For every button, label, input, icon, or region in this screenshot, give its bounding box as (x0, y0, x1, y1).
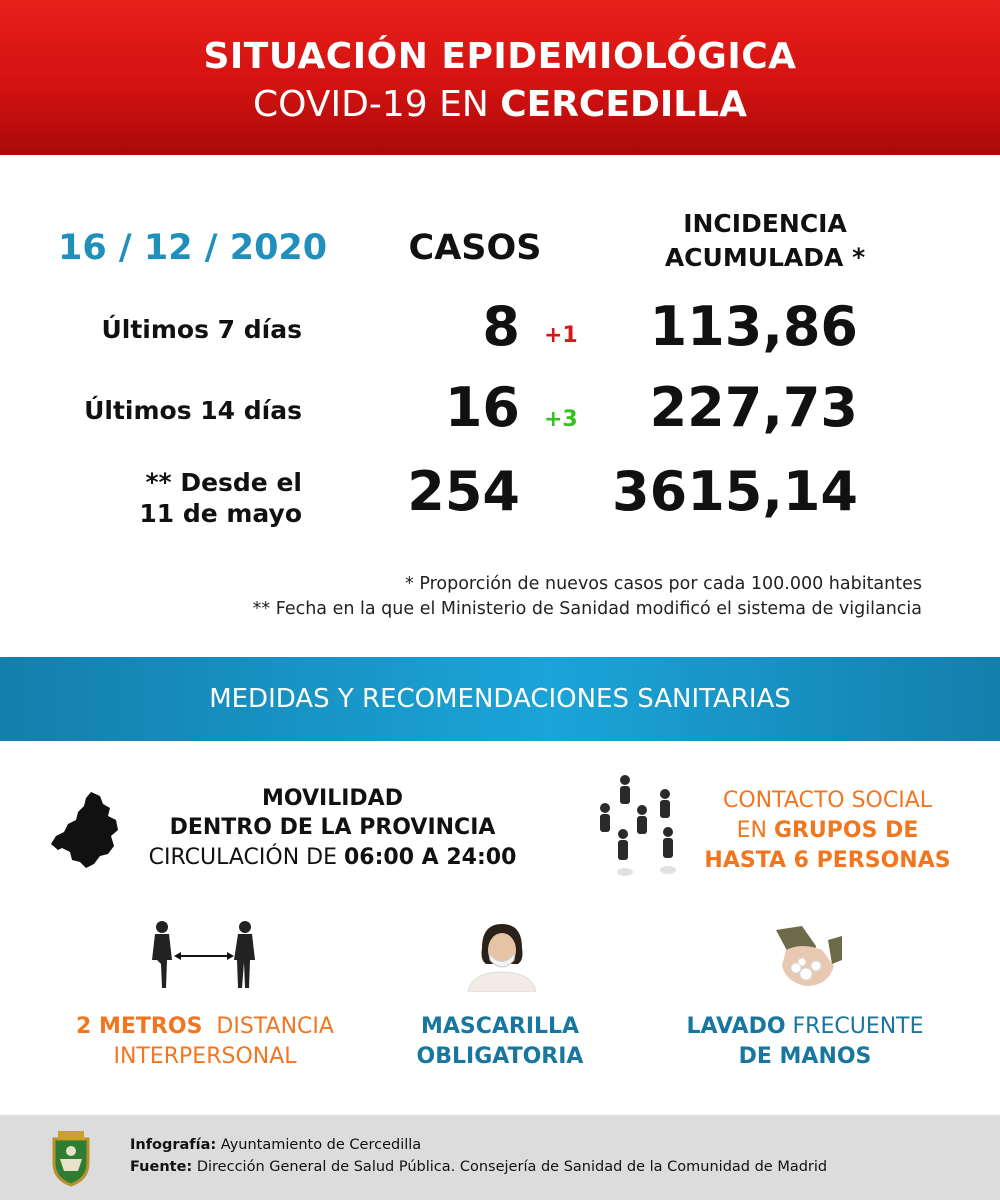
header-subtitle (0, 84, 1000, 125)
row-label-14-dias (40, 395, 302, 426)
movilidad-horario-value: 06:00 A 24:00 (343, 845, 517, 870)
lavado-text (660, 1012, 950, 1072)
footer-fuente (130, 1159, 827, 1175)
footer-infografia-label: Infografía: (130, 1137, 217, 1153)
footer-infografia-value: Ayuntamiento de Cercedilla (216, 1137, 422, 1153)
header-subtitle-prefix: COVID-19 EN (253, 84, 501, 125)
row-label-7-dias (40, 314, 302, 345)
contacto-line3: HASTA 6 PERSONAS (704, 848, 951, 873)
distancia-text (40, 1012, 370, 1072)
group-people-icon (590, 772, 690, 880)
distancia-line1-a: 2 METROS (76, 1014, 203, 1039)
row-casos-desde-mayo: 254 (407, 460, 520, 523)
row-delta-7-dias: +1 (544, 323, 578, 348)
contacto-social-text (700, 786, 955, 876)
row-label-text: Últimos 7 días (101, 315, 302, 344)
header-town: CERCEDILLA (500, 84, 747, 125)
washing-hands-icon (772, 920, 844, 992)
mascarilla-line2: OBLIGATORIA (416, 1044, 584, 1069)
mascarilla-line1: MASCARILLA (420, 1014, 580, 1039)
movilidad-horario (135, 845, 530, 870)
measures-band: MEDIDAS Y RECOMENDACIONES SANITARIAS (0, 657, 1000, 741)
lavado-line1 (660, 1012, 950, 1042)
incidencia-header (630, 207, 900, 275)
footer-fuente-label: Fuente: (130, 1159, 193, 1175)
row-label-desde-mayo (40, 467, 302, 529)
footnote-incidencia: * Proporción de nuevos casos por cada 100.000 habitantes (405, 574, 922, 594)
row-label-text: ** Desde el (145, 468, 302, 497)
two-people-distance-icon (148, 920, 260, 992)
incidencia-header-line1: INCIDENCIA (683, 209, 847, 238)
contacto-line2-a: EN (736, 818, 774, 843)
incidencia-header-line2: ACUMULADA * (664, 243, 866, 272)
row-incidencia-desde-mayo: 3615,14 (612, 460, 858, 523)
masked-woman-icon (462, 920, 542, 992)
footer-fuente-value: Dirección General de Salud Pública. Consejería de Sanidad de la Comunidad de Madrid (192, 1159, 828, 1175)
madrid-map-icon (48, 790, 130, 870)
row-incidencia-7-dias: 113,86 (649, 295, 858, 358)
distancia-line1 (40, 1012, 370, 1042)
row-casos-7-dias: 8 (482, 295, 520, 358)
report-date: 16 / 12 / 2020 (58, 228, 328, 268)
footnote-fecha: ** Fecha en la que el Ministerio de Sanidad modificó el sistema de vigilancia (252, 599, 922, 619)
row-label-text: Últimos 14 días (84, 396, 302, 425)
distancia-line1-b: DISTANCIA (202, 1014, 334, 1039)
contacto-line2-b: GRUPOS DE (773, 818, 919, 843)
movilidad-title: MOVILIDAD (262, 786, 403, 811)
lavado-line1-b: FRECUENTE (785, 1014, 924, 1039)
contacto-line2 (700, 816, 955, 846)
mascarilla-text (400, 1012, 600, 1072)
row-casos-14-dias: 16 (444, 376, 520, 439)
movilidad-horario-label: CIRCULACIÓN DE (148, 845, 344, 870)
footer-infografia (130, 1137, 421, 1153)
casos-header: CASOS (408, 228, 542, 268)
coat-of-arms-icon (44, 1129, 98, 1189)
row-incidencia-14-dias: 227,73 (649, 376, 858, 439)
footer (0, 1115, 1000, 1200)
header-title: SITUACIÓN EPIDEMIOLÓGICA (203, 36, 797, 77)
contacto-line1: CONTACTO SOCIAL (722, 788, 933, 813)
distancia-line2: INTERPERSONAL (113, 1044, 297, 1069)
header-banner (0, 0, 1000, 155)
movilidad-subtitle: DENTRO DE LA PROVINCIA (169, 815, 496, 840)
lavado-line2: DE MANOS (738, 1044, 872, 1069)
row-label-text-2: 11 de mayo (139, 499, 302, 528)
lavado-line1-a: LAVADO (686, 1014, 786, 1039)
row-delta-14-dias: +3 (544, 407, 578, 432)
